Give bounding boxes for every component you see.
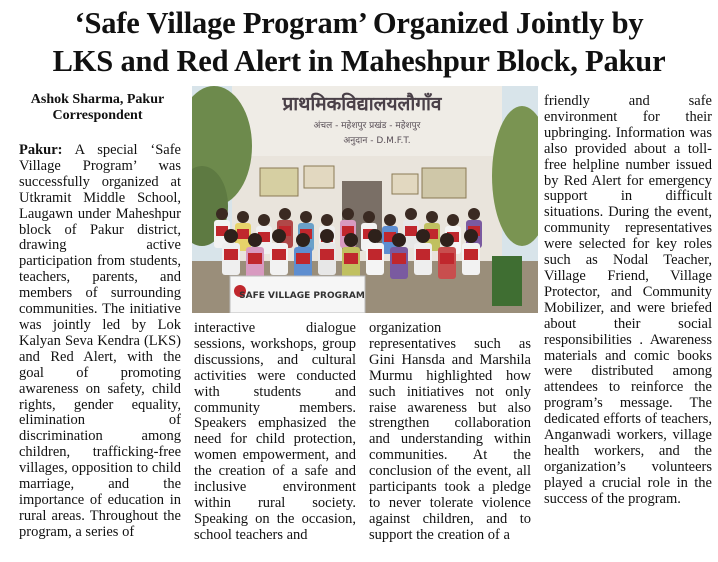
article-column-3 — [369, 321, 531, 544]
dateline: Pakur: — [19, 142, 63, 158]
byline — [10, 92, 185, 124]
wall-poster-1 — [260, 168, 298, 196]
red-book — [416, 249, 430, 260]
red-book — [440, 253, 454, 264]
plant — [492, 256, 522, 306]
child-head — [344, 233, 358, 247]
child-head — [392, 233, 406, 247]
child-head — [426, 211, 438, 223]
red-book — [368, 249, 382, 260]
child-head — [296, 233, 310, 247]
red-book — [344, 253, 358, 264]
child-head — [384, 214, 396, 226]
column-4-text: friendly and safe environment for their upbringing. Information was also provided about a toll-free helpline number issued by Red Alert for emergency support in difficult situations. During the event, community representatives were selected for key roles such as Nodal Teacher, Village Friend, Village Protector, and Community Mobilizer, and were briefed about their social responsibilities . Awareness materials and comic books were distributed among attendees to reinforce the program’s message. The dedicated efforts of teachers, Anganwadi workers, village health workers, and the organization’s volunteers played a crucial role in the success of the program. — [544, 93, 712, 507]
child-head — [368, 229, 382, 243]
child-head — [405, 208, 417, 220]
child-head — [342, 208, 354, 220]
headline-line-1: ‘Safe Village Program’ Organized Jointly by — [74, 6, 644, 40]
red-book — [392, 253, 406, 264]
school-sign-sub: अंचल - महेशपुर प्रखंड - महेशपुर — [313, 121, 421, 131]
child-head — [279, 208, 291, 220]
child-head — [468, 208, 480, 220]
child-head — [300, 211, 312, 223]
child-head — [216, 208, 228, 220]
red-book — [272, 249, 286, 260]
red-book — [248, 253, 262, 264]
article-column-2 — [194, 321, 356, 544]
program-banner — [230, 276, 365, 313]
article-column-1 — [19, 143, 181, 541]
child-head — [224, 229, 238, 243]
red-book — [296, 253, 310, 264]
column-2-text: interactive dialogue sessions, workshops, group discussions, and cultural activities were conducted with students and community members. Speakers emphasized the need for child protection, women empowerment, and the creation of a safe and inclusive environment within rural society. Speaking on the occasion, school teachers and — [194, 320, 356, 543]
byline-author: Ashok Sharma, Pakur — [30, 92, 165, 107]
red-book — [224, 249, 238, 260]
child-head — [237, 211, 249, 223]
wall-poster-4 — [422, 168, 466, 198]
child-head — [447, 214, 459, 226]
school-sign-main: प्राथमिकविद्यालयलौगाँव — [282, 93, 442, 115]
school-sign-grant: अनुदान - D.M.F.T. — [343, 136, 411, 146]
column-3-text: organization representatives such as Gini Hansda and Marshila Murmu highlighted how such initiatives not only raise awareness but also strengthen collaboration and understanding within communities. At the conclusion of the event, all participants took a pledge to never tolerate violence against children, and to support the creation of a — [369, 320, 531, 543]
child-head — [320, 229, 334, 243]
child-head — [248, 233, 262, 247]
red-book — [405, 226, 417, 236]
child-head — [272, 229, 286, 243]
child-head — [258, 214, 270, 226]
wall-poster-2 — [304, 166, 334, 188]
headline — [6, 4, 712, 80]
banner-text: SAFE VILLAGE PROGRAM — [239, 291, 365, 301]
byline-role: Correspondent — [52, 108, 143, 123]
event-photo — [192, 86, 538, 313]
column-1-text: A special ‘Safe Village Program’ was successfully organized at Utkramit Middle School, Laugawn under Maheshpur block of Pakur district, drawing active participation from students, teachers, parents, and members of surrounding communities. The initiative was jointly led by Lok Kalyan Seva Kendra (LKS) and Red Alert, with the goal of promoting awareness on safety, child rights, gender equality, elimination of discrimination among children, trafficking-free villages, opposition to child marriage, and the importance of education in rural areas. Throughout the program, a series of — [19, 142, 181, 540]
wall-poster-3 — [392, 174, 418, 194]
red-book — [464, 249, 478, 260]
child-head — [440, 233, 454, 247]
child-head — [321, 214, 333, 226]
article-column-4 — [544, 94, 712, 508]
red-book — [320, 249, 334, 260]
child-head — [464, 229, 478, 243]
headline-line-2: LKS and Red Alert in Maheshpur Block, Pakur — [52, 44, 666, 78]
red-book — [237, 229, 249, 239]
event-photo-image — [192, 86, 538, 313]
child-head — [363, 211, 375, 223]
child-head — [416, 229, 430, 243]
